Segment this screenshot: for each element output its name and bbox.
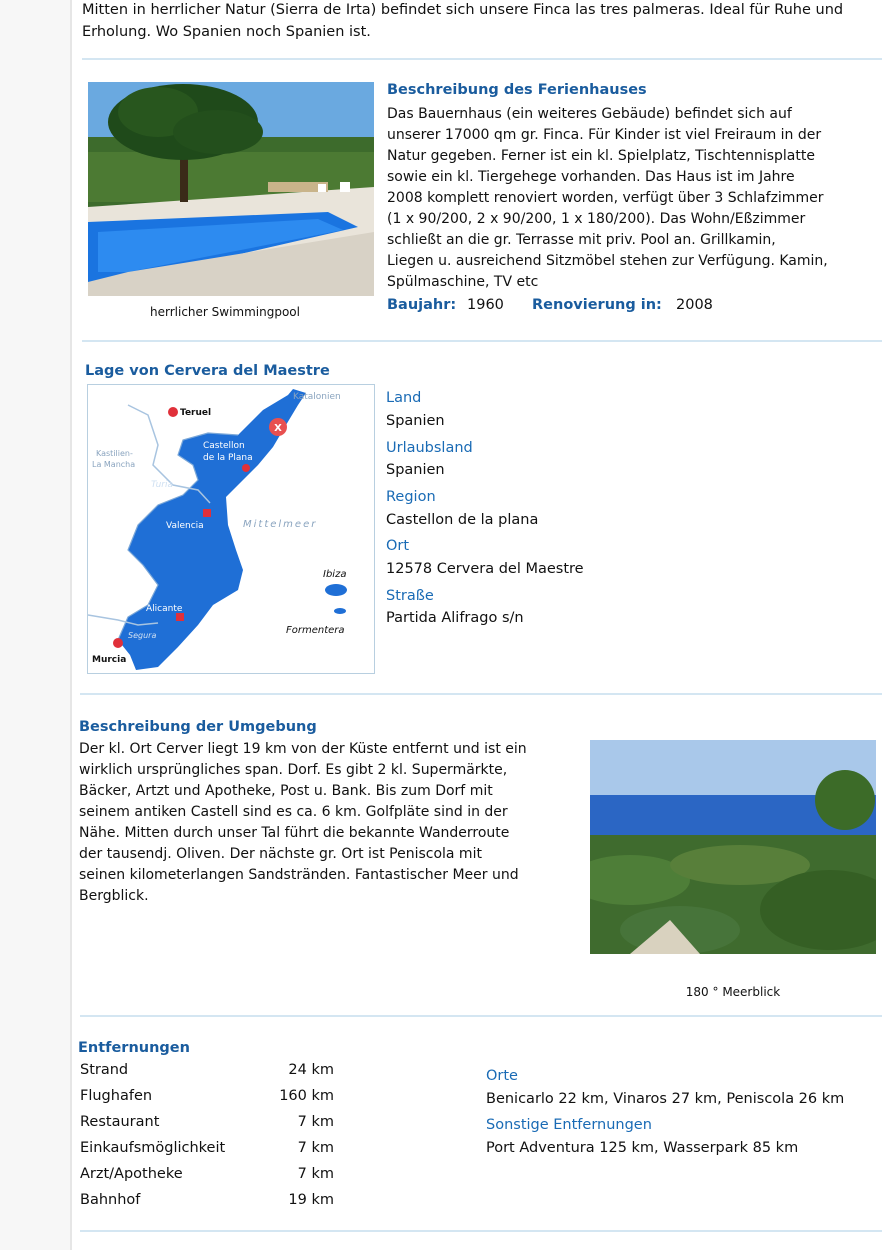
- map-label-la-mancha: La Mancha: [92, 460, 136, 469]
- surroundings-line: seinen kilometerlangen Sandstränden. Fantastischer Meer und: [79, 867, 519, 883]
- distance-value: 7 km: [297, 1166, 334, 1182]
- map-label-kastilien: Kastilien-: [96, 449, 133, 458]
- map-label-ibiza: Ibiza: [323, 569, 347, 580]
- house-line: schließt an die gr. Terrasse mit priv. Pool an. Grillkamin,: [387, 232, 776, 248]
- surroundings-line: Nähe. Mitten durch unser Tal führt die bekannte Wanderroute: [79, 825, 510, 841]
- map-label-castellon: Castellon: [203, 441, 245, 451]
- house-line: 2008 komplett renoviert worden, verfügt über 3 Schlafzimmer: [387, 190, 824, 206]
- surroundings-line: Bäcker, Artzt und Apotheke, Post u. Bank. Bis zum Dorf mit: [79, 783, 493, 799]
- distance-name: Restaurant: [80, 1114, 160, 1130]
- field-value-ort: 12578 Cervera del Maestre: [386, 561, 584, 577]
- divider-3: [80, 693, 882, 695]
- distance-name: Flughafen: [80, 1088, 153, 1104]
- map-label-formentera: Formentera: [286, 625, 345, 636]
- house-line: Spülmaschine, TV etc: [387, 274, 539, 290]
- divider-4: [80, 1015, 882, 1017]
- distance-value: 7 km: [297, 1140, 334, 1156]
- pool-photo: [88, 82, 374, 296]
- sea-view-photo: [590, 740, 876, 954]
- surroundings-line: der tausendj. Oliven. Der nächste gr. Ort ist Peniscola mit: [79, 846, 482, 862]
- field-label-urlaubsland: Urlaubsland: [386, 440, 473, 456]
- field-value-land: Spanien: [386, 413, 445, 429]
- distances-heading: Entfernungen: [78, 1040, 190, 1056]
- map-label-katalonien: Katalonien: [293, 392, 341, 402]
- surroundings-line: Der kl. Ort Cerver liegt 19 km von der Küste entfernt und ist ein: [79, 741, 527, 757]
- surroundings-line: Bergblick.: [79, 888, 149, 904]
- field-value-region: Castellon de la plana: [386, 512, 539, 528]
- intro-text: Mitten in herrlicher Natur (Sierra de Irta) befindet sich unsere Finca las tres palmeras. Ideal für Ruhe und Erholung. Wo Spanien noch Spanien ist.: [82, 2, 844, 40]
- map-label-valencia: Valencia: [166, 521, 204, 531]
- map-label-teruel: Teruel: [180, 408, 212, 418]
- distance-value: 160 km: [279, 1088, 334, 1104]
- scan-margin-edge: [70, 0, 72, 1250]
- field-label-land: Land: [386, 390, 422, 406]
- distance-name: Strand: [80, 1062, 129, 1078]
- map-label-mittelmeer: Mittelmeer: [243, 519, 318, 530]
- map-label-alicante: Alicante: [146, 604, 183, 614]
- map-label-murcia: Murcia: [92, 655, 127, 665]
- baujahr-label: Baujahr:: [387, 297, 457, 313]
- house-line: Natur gegeben. Ferner ist ein kl. Spielplatz, Tischtennisplatte: [387, 148, 815, 164]
- distance-value: 7 km: [297, 1114, 334, 1130]
- orte-value: Benicarlo 22 km, Vinaros 27 km, Peniscola 26 km: [486, 1091, 845, 1107]
- field-label-ort: Ort: [386, 538, 410, 554]
- field-value-strasse: Partida Alifrago s/n: [386, 610, 524, 626]
- house-line: unserer 17000 qm gr. Finca. Für Kinder ist viel Freiraum in der: [387, 127, 822, 143]
- distance-value: 24 km: [288, 1062, 334, 1078]
- sea-view-caption: 180 ° Meerblick: [685, 985, 781, 999]
- house-line: sowie ein kl. Tiergehege vorhanden. Das Haus ist im Jahre: [387, 169, 795, 185]
- sonstige-label: Sonstige Entfernungen: [486, 1117, 652, 1133]
- sonstige-value: Port Adventura 125 km, Wasserpark 85 km: [486, 1140, 799, 1156]
- house-heading: Beschreibung des Ferienhauses: [387, 82, 647, 98]
- map-label-de-la-plana: de la Plana: [203, 453, 253, 463]
- renovierung-value: 2008: [676, 297, 713, 313]
- renovierung-label: Renovierung in:: [532, 297, 662, 313]
- pool-caption: herrlicher Swimmingpool: [150, 305, 300, 319]
- map-label-segura: Segura: [128, 631, 157, 640]
- surroundings-heading: Beschreibung der Umgebung: [79, 719, 317, 735]
- divider-5: [80, 1230, 882, 1232]
- map-label-turia: Turia: [151, 480, 174, 490]
- field-label-region: Region: [386, 489, 436, 505]
- map-marker-label: X: [274, 423, 282, 434]
- surroundings-line: wirklich ursprüngliches span. Dorf. Es gibt 2 kl. Supermärkte,: [79, 762, 508, 778]
- house-line: Das Bauernhaus (ein weiteres Gebäude) befindet sich auf: [387, 106, 792, 122]
- region-map: [87, 384, 375, 674]
- surroundings-line: seinem antiken Castell sind es ca. 6 km. Golfpläte sind in der: [79, 804, 508, 820]
- location-heading: Lage von Cervera del Maestre: [85, 363, 330, 379]
- baujahr-value: 1960: [467, 297, 504, 313]
- field-value-urlaubsland: Spanien: [386, 462, 445, 478]
- house-line: (1 x 90/200, 2 x 90/200, 1 x 180/200). Das Wohn/Eßzimmer: [387, 211, 806, 227]
- distance-value: 19 km: [288, 1192, 334, 1208]
- distance-name: Arzt/Apotheke: [80, 1166, 183, 1182]
- field-label-strasse: Straße: [386, 588, 434, 604]
- scan-left-margin: [0, 0, 70, 1250]
- distance-name: Einkaufsmöglichkeit: [80, 1140, 226, 1156]
- distance-name: Bahnhof: [80, 1192, 141, 1208]
- orte-label: Orte: [486, 1068, 518, 1084]
- divider-1: [82, 58, 882, 60]
- divider-2: [82, 340, 882, 342]
- house-line: Liegen u. ausreichend Sitzmöbel stehen zur Verfügung. Kamin,: [387, 253, 828, 269]
